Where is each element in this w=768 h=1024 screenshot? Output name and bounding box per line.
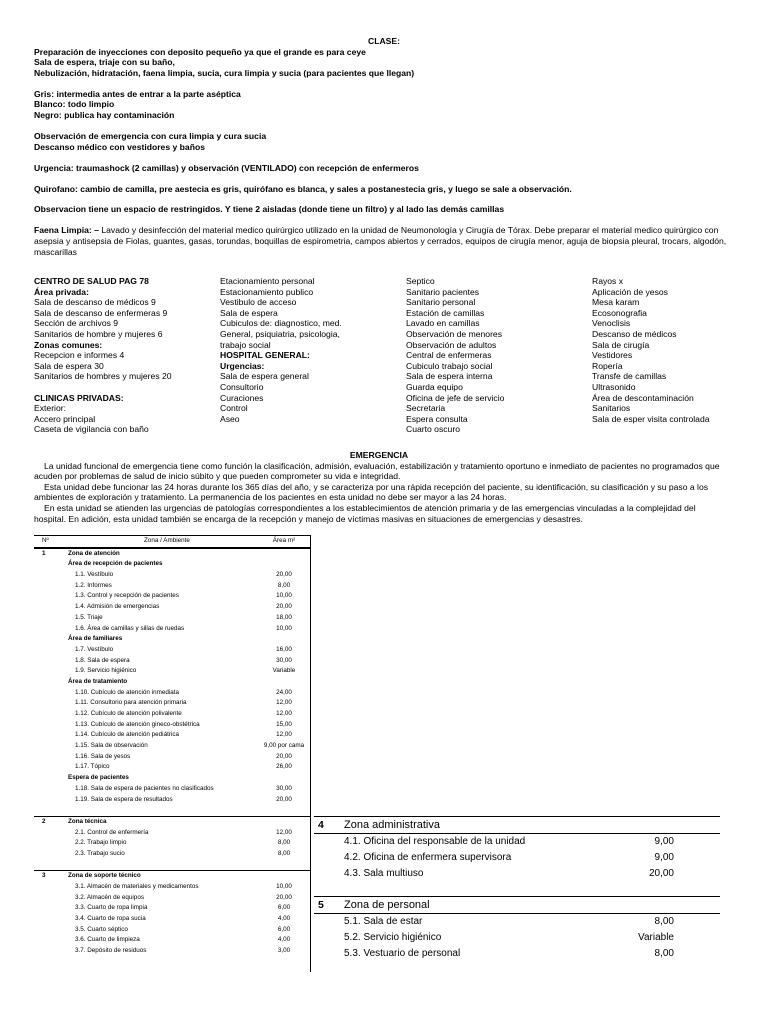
list-heading: Zonas comunes:	[34, 339, 103, 350]
class-notes	[34, 36, 734, 268]
row-area: 8,00	[277, 849, 291, 857]
row-zone: 1.11. Consultorio para atención primaria	[75, 699, 187, 707]
row-area: 26,00	[276, 763, 292, 771]
row-area: 10,00	[276, 624, 292, 632]
row-zone: 2.3. Trabajo sucio	[75, 849, 125, 857]
list-heading: Área privada:	[34, 286, 89, 297]
row-area: 15,00	[276, 720, 292, 728]
row-zone: Zona administrativa	[344, 819, 440, 831]
row-zone: 4.2. Oficina de enfermera supervisora	[344, 852, 512, 863]
row-zone: 1.3. Control y recepción de pacientes	[75, 592, 179, 600]
list-item: Accero principal	[34, 413, 96, 424]
row-zone: Zona de atención	[68, 549, 120, 557]
row-area: 20,00	[276, 795, 292, 803]
table-row	[314, 914, 720, 930]
list-item: Sala de descanso de médicos 9	[34, 297, 156, 308]
table-row	[34, 946, 310, 957]
row-zone: 4.3. Sala multiuso	[344, 868, 424, 879]
row-area: 4,00	[277, 915, 291, 923]
table-row	[314, 834, 720, 850]
note-line: Negro: publica hay contaminación	[34, 109, 175, 120]
notes-block-1	[34, 47, 734, 79]
table-row	[34, 677, 310, 688]
list-item: Sanitarios de hombres y mujeres 20	[34, 371, 172, 382]
row-area: 9,00	[654, 852, 674, 863]
table-row	[34, 741, 310, 752]
room-list-col-3	[406, 276, 504, 435]
row-zone: 3.3. Cuarto de ropa limpia	[75, 904, 148, 912]
list-item: Septico	[406, 276, 435, 286]
list-item: Sala de espera interna	[406, 371, 493, 382]
emergencia-paragraph: La unidad funcional de emergencia tiene como función la clasificación, admisión, evaluación, estabilización y tratamiento oportuno e inmediato de pacientes no programados que acuden por problemas de salud de inicio súbito y que pueden comprometer su vida e integridad.	[34, 460, 720, 482]
row-zone: 3.4. Cuarto de ropa sucia	[75, 915, 146, 923]
table-row	[34, 688, 310, 699]
row-zone: 1.13. Cubículo de atención gineco-obstétrica	[75, 720, 200, 728]
list-item: Consultorio	[220, 381, 264, 392]
note-line: Quirofano: cambio de camilla, pre aestecia es gris, quirófano es blanca, y sales a postanestecia gris, y luego se sale a observación.	[34, 183, 572, 194]
list-item: Sala de espera	[220, 307, 278, 318]
list-item: Observación de adultos	[406, 339, 497, 350]
list-item: Venoclisis	[592, 318, 631, 329]
list-item: Ultrasonido	[592, 381, 636, 392]
list-heading: HOSPITAL GENERAL:	[220, 350, 310, 361]
row-zone: 2.2. Trabajo limpio	[75, 839, 127, 847]
row-area: 9,00	[654, 836, 674, 847]
row-zone: 1.9. Servicio higiénico	[75, 667, 137, 675]
table-row	[34, 935, 310, 946]
row-zone: Espera de pacientes	[68, 774, 129, 782]
row-area: Variable	[638, 932, 674, 943]
row-area: 9,00 por cama	[263, 742, 305, 750]
table-row	[34, 720, 310, 731]
list-heading: CENTRO DE SALUD PAG 78	[34, 276, 149, 286]
class-title: CLASE:	[368, 36, 400, 46]
row-area: 12,00	[276, 710, 292, 717]
row-zone: 2.1. Control de enfermería	[75, 828, 149, 836]
area-table-2	[314, 816, 720, 962]
header-area: Área m²	[272, 537, 296, 544]
note-line: Urgencia: traumashock (2 camillas) y observación (VENTILADO) con recepción de enfermeros	[34, 162, 419, 173]
table-row	[34, 805, 310, 816]
list-item: Transfe de camillas	[592, 371, 667, 382]
list-item: Aseo	[220, 413, 240, 424]
table-row	[34, 559, 310, 570]
row-area: 20,00	[276, 752, 292, 760]
row-area: 10,00	[276, 592, 292, 600]
table-row	[34, 816, 310, 828]
table-row	[34, 849, 310, 860]
row-zone: 5.3. Vestuario de personal	[344, 948, 461, 959]
row-zone: 4.1. Oficina del responsable de la unidad	[344, 836, 526, 847]
list-item: Descanso de médicos	[592, 328, 677, 339]
list-item: Sanitario personal	[406, 297, 476, 308]
table-row	[34, 860, 310, 871]
table-row	[34, 882, 310, 893]
list-item: Vestidores	[592, 350, 633, 361]
list-item: Estación de camillas	[406, 307, 485, 318]
emergencia-section	[34, 450, 724, 524]
note-faena	[34, 225, 734, 257]
row-zone: Área de tratamiento	[68, 677, 128, 685]
list-item: Sanitario pacientes	[406, 286, 480, 297]
room-list-col-4	[592, 276, 710, 424]
row-area: 30,00	[276, 656, 292, 664]
list-item: Cubiculo trabajo social	[406, 360, 493, 371]
row-area: 8,00	[277, 839, 291, 847]
note-line: Gris: intermedia antes de entrar a la parte aséptica	[34, 88, 241, 99]
list-item: Área de descontaminación	[592, 392, 694, 403]
row-zone: 3.6. Cuarto de limpieza	[75, 936, 140, 944]
row-zone: Zona de soporte técnico	[68, 872, 141, 880]
row-zone: 1.18. Sala de espera de pacientes no clasificados	[75, 784, 214, 792]
table-row	[34, 581, 310, 592]
row-zone: 1.15. Sala de observación	[75, 742, 148, 750]
list-item: Etacionamiento personal	[220, 276, 315, 286]
list-item: Sala de esper visita controlada	[592, 413, 710, 424]
list-item: Recepcion e informes 4	[34, 350, 125, 361]
row-area: 18,00	[276, 613, 292, 621]
row-number: 1	[42, 549, 46, 557]
list-item: Central de enfermeras	[406, 350, 492, 361]
row-area: 30,00	[276, 784, 292, 792]
row-area: 24,00	[276, 688, 292, 696]
row-zone: 1.1. Vestíbulo	[75, 571, 114, 579]
row-zone: 1.12. Cubículo de atención polivalente	[75, 710, 182, 717]
note-line: Nebulización, hidratación, faena limpia, sucia, cura limpia y sucia (para pacientes que llegan)	[34, 67, 415, 78]
table-row	[314, 850, 720, 866]
table-row	[34, 838, 310, 849]
row-area: 3,00	[277, 947, 291, 955]
list-item: Sección de archivos 9	[34, 318, 119, 329]
row-zone: 1.19. Sala de espera de resultados	[75, 795, 173, 803]
header-zone: Zona / Ambiente	[144, 537, 190, 544]
table-row	[34, 795, 310, 806]
list-item: Sala de descanso de enfermeras 9	[34, 307, 168, 318]
table-row	[314, 882, 720, 896]
table-row	[34, 925, 310, 936]
note-line: Sala de espera, triaje con su baño,	[34, 57, 175, 68]
room-lists	[34, 276, 734, 436]
note-urgencia	[34, 163, 734, 174]
table-header	[34, 535, 310, 548]
header-number: Nº	[42, 537, 49, 544]
row-zone: 5.1. Sala de estar	[344, 916, 423, 927]
table-row	[34, 773, 310, 784]
table-divider	[310, 535, 311, 972]
table-row	[34, 730, 310, 741]
row-area: 20,00	[648, 868, 674, 879]
row-zone: 3.7. Depósito de residuos	[75, 947, 147, 955]
table-row	[34, 784, 310, 795]
row-area: 12,00	[276, 828, 292, 836]
note-quirofano	[34, 184, 734, 195]
list-item: Ropería	[592, 360, 623, 371]
faena-label: Faena Limpia: –	[34, 225, 99, 236]
row-zone: 1.2. Informes	[75, 581, 112, 589]
row-zone: 1.7. Vestíbulo	[75, 645, 114, 653]
room-list-col-1	[34, 276, 172, 435]
row-area: 12,00	[276, 699, 292, 707]
row-zone: 5.2. Servicio higiénico	[344, 932, 442, 943]
note-line: Observación de emergencia con cura limpia y cura sucia	[34, 130, 267, 141]
row-zone: 1.14. Cubículo de atención pediátrica	[75, 731, 179, 739]
row-area: 12,00	[276, 731, 292, 739]
list-item: Vestibulo de acceso	[220, 297, 297, 308]
note-line: Observacion tiene un espacio de restringidos. Y tiene 2 aisladas (donde tiene un filtro) y al lado las demás camillas	[34, 204, 505, 215]
row-zone: 3.1. Almacén de materiales y medicamentos	[75, 883, 199, 890]
row-zone: 3.2. Almacén de equipos	[75, 893, 144, 901]
row-number: 4	[318, 819, 324, 831]
list-heading: Urgencias:	[220, 360, 265, 371]
table-row	[34, 645, 310, 656]
table-row	[34, 870, 310, 882]
emergencia-paragraph: En esta unidad se atienden las urgencias de patologías correspondientes a los establecimientos de atención primaria y de las emergencias vinculadas a la complejidad del hospital. En adición, esta unidad también se encarga de la recepción y manejo de víctimas masivas en situaciones de emergencias y desastres.	[34, 502, 696, 524]
row-area: 20,00	[276, 893, 292, 901]
table-row	[34, 666, 310, 677]
list-item: Oficina de jefe de servicio	[406, 392, 505, 403]
row-zone: 1.17. Tópico	[75, 763, 110, 771]
row-number: 5	[318, 899, 324, 911]
list-item: Sanitarios de hombre y mujeres 6	[34, 328, 163, 339]
list-item: Rayos x	[592, 276, 624, 286]
list-item: Mesa karam	[592, 297, 640, 308]
row-zone: 1.5. Triaje	[75, 613, 103, 621]
table-row	[34, 914, 310, 925]
row-area: 8,00	[654, 916, 674, 927]
row-area: 6,00	[277, 904, 291, 912]
note-line: Preparación de inyecciones con deposito pequeño ya que el grande es para ceye	[34, 46, 366, 57]
notes-block-2	[34, 89, 734, 121]
list-item: Cubiculos de: diagnostico, med.	[220, 318, 342, 329]
faena-text: Lavado y desinfección del material medico quirúrgico utilizado en la unidad de Neumonología y Cirugía de Tórax. Debe preparar el material medico quirúrgico con asepsia y antisepsia de Fiolas, guantes, gasas, torundas, boquillas de espirometria, campos abiertos y cerrados, equipos de cirugía menor, aguja de biopsia pleural, trocars, algodón, mascarillas	[34, 225, 727, 257]
list-item: Secretaria	[406, 403, 446, 414]
table-row	[34, 698, 310, 709]
table-row	[314, 816, 720, 834]
area-table-1	[34, 535, 310, 957]
row-area: 8,00	[277, 581, 291, 589]
row-area: 16,00	[276, 645, 292, 653]
table-body	[34, 548, 310, 957]
row-area: 20,00	[276, 571, 292, 579]
list-item: Caseta de vigilancia con baño	[34, 424, 149, 435]
table-row	[34, 903, 310, 914]
table-row	[34, 624, 310, 635]
list-item: Sanitarios	[592, 403, 631, 414]
emergencia-paragraph: Esta unidad debe funcionar las 24 horas durante los 365 días del año, y se caracteriza por una rápida recepción del paciente, su identificación, su clasificación y su paso a los ambientes de exploración y tratamiento. La permanencia de los pacientes en esta unidad no debe ser mayor a las 24 horas.	[34, 481, 709, 503]
row-zone: Zona técnica	[68, 817, 107, 825]
row-zone: Zona de personal	[344, 899, 430, 911]
note-line: Descanso médico con vestidores y baños	[34, 141, 205, 152]
table-row	[34, 762, 310, 773]
row-number: 3	[42, 872, 46, 880]
row-area: 20,00	[276, 603, 292, 611]
list-item: Sala de cirugía	[592, 339, 650, 350]
table-row	[34, 570, 310, 581]
list-item: Control	[220, 403, 248, 414]
list-item: Aplicación de yesos	[592, 286, 668, 297]
note-line: Blanco: todo limpio	[34, 99, 115, 110]
row-number: 2	[42, 817, 46, 825]
row-area: 8,00	[654, 948, 674, 959]
table-row	[34, 656, 310, 667]
table-row	[34, 591, 310, 602]
emergencia-title: EMERGENCIA	[349, 450, 409, 460]
row-area: 4,00	[277, 936, 291, 944]
list-item: Lavado en camillas	[406, 318, 480, 329]
table-row	[34, 709, 310, 720]
row-zone: 1.16. Sala de yesos	[75, 752, 131, 760]
table-row	[34, 893, 310, 904]
list-item: Sala de espera general	[220, 371, 309, 382]
table-row	[34, 828, 310, 839]
row-zone: 1.10. Cubículo de atención inmediata	[75, 688, 179, 696]
table-row	[314, 946, 720, 962]
table-row	[34, 752, 310, 763]
table-row	[34, 602, 310, 613]
row-zone: Área de recepción de pacientes	[68, 560, 163, 568]
table-row	[34, 634, 310, 645]
list-heading: CLINICAS PRIVADAS:	[34, 392, 124, 403]
list-item: Cuarto oscuro	[406, 424, 460, 435]
list-item: Observación de menores	[406, 328, 503, 339]
list-item: Sala de espera 30	[34, 360, 104, 371]
row-zone: Área de familiares	[68, 635, 123, 643]
row-zone: 1.6. Área de camillas y sillas de ruedas	[75, 624, 185, 632]
list-item: Exterior:	[34, 403, 66, 414]
table-row	[314, 866, 720, 882]
row-zone: 1.4. Admisión de emergencias	[75, 603, 160, 611]
row-area: Variable	[272, 667, 296, 675]
list-item: Espera consulta	[406, 413, 468, 424]
table-row	[34, 548, 310, 560]
list-item: Guarda equipo	[406, 381, 463, 392]
list-item	[34, 382, 172, 393]
list-item: Curaciones	[220, 392, 264, 403]
row-area: 10,00	[276, 883, 292, 890]
row-area: 6,00	[277, 925, 291, 933]
table-row	[314, 930, 720, 946]
room-list-col-2	[220, 276, 342, 424]
list-item: General, psiquiatria, psicologia,	[220, 328, 340, 339]
row-zone: 1.8. Sala de espera	[75, 656, 130, 664]
list-item: trabajo social	[220, 339, 271, 350]
table-row	[34, 613, 310, 624]
row-zone: 3.5. Cuarto séptico	[75, 925, 128, 933]
list-item: Ecosonografia	[592, 307, 647, 318]
note-observacion	[34, 204, 734, 215]
notes-block-3	[34, 131, 734, 152]
table-row	[314, 896, 720, 914]
list-item: Estacionamiento publico	[220, 286, 314, 297]
